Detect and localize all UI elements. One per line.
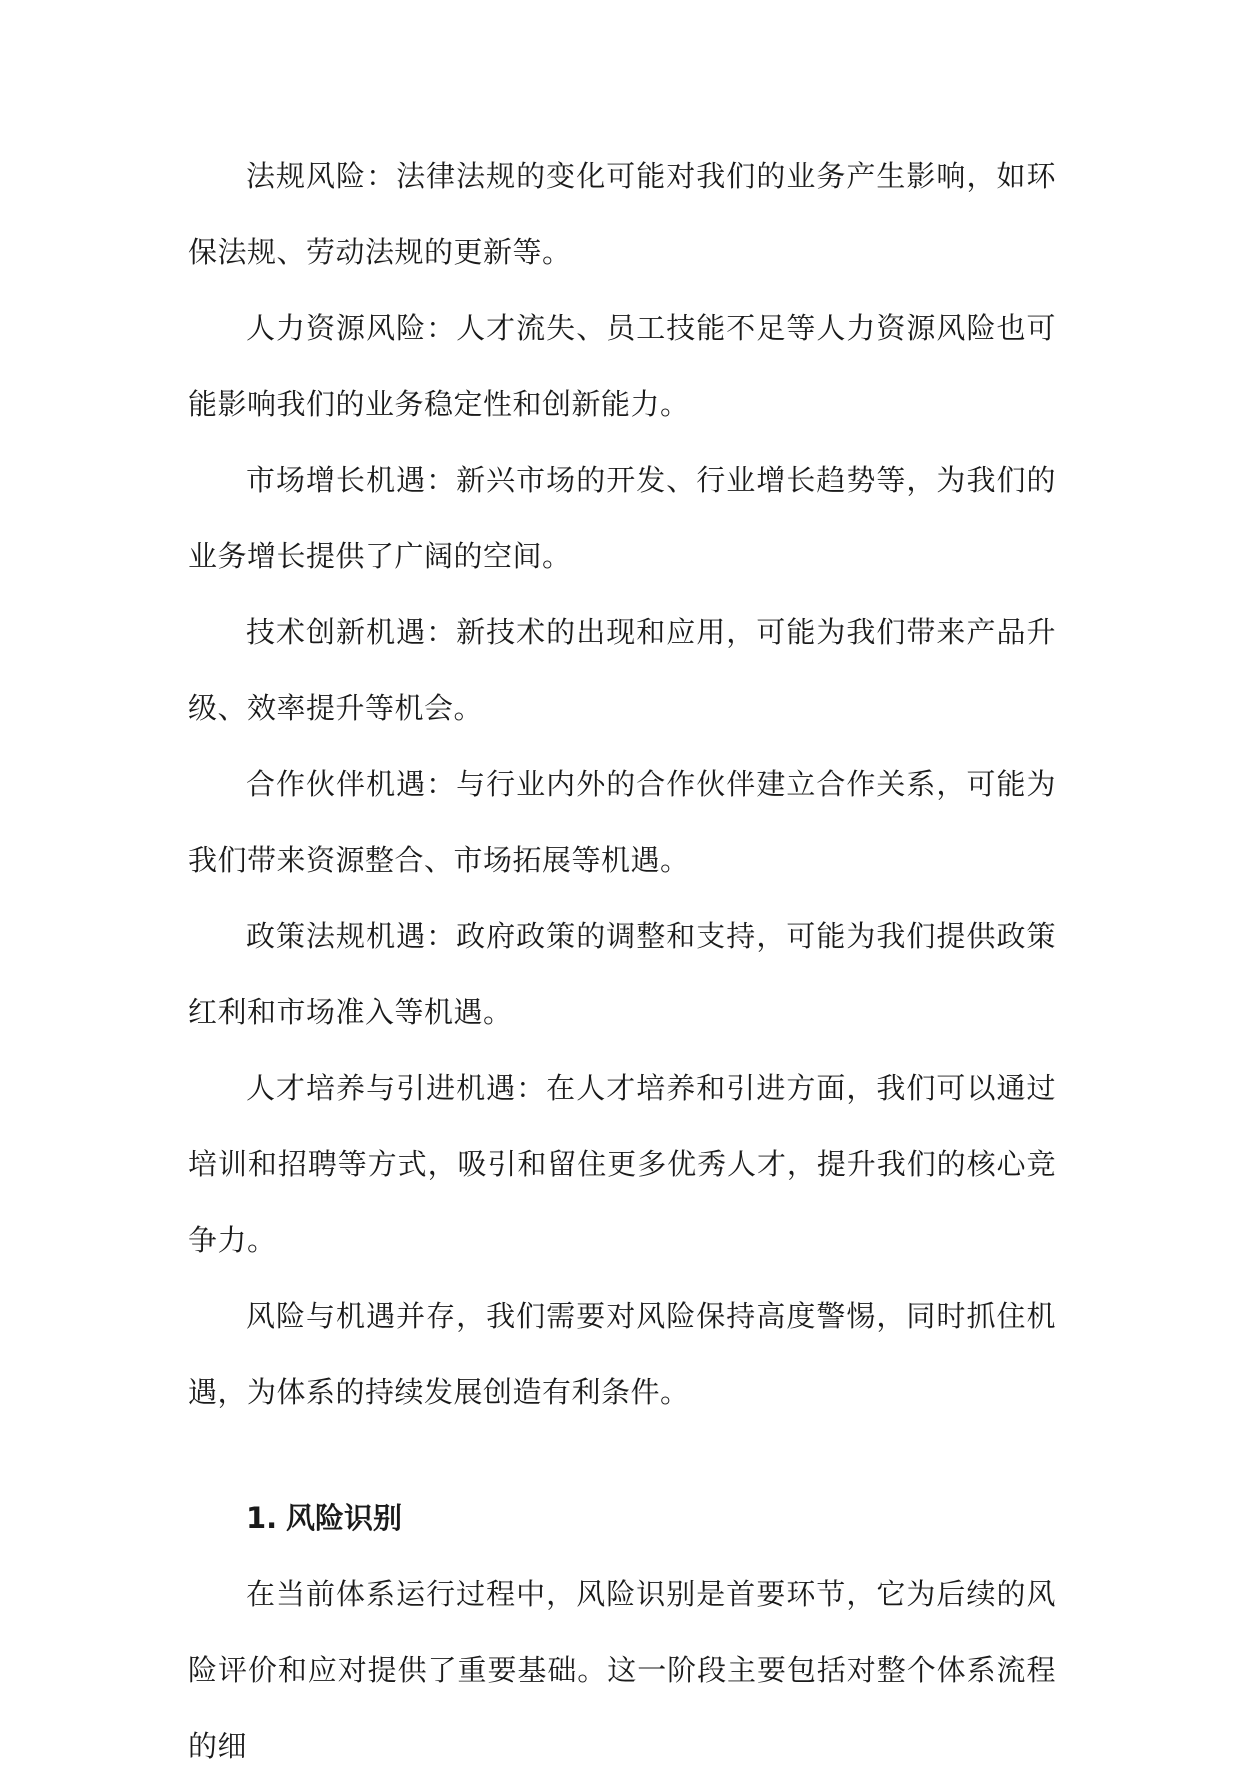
paragraph-regulatory-risk: 法规风险：法律法规的变化可能对我们的业务产生影响，如环保法规、劳动法规的更新等。 — [188, 159, 1056, 269]
section-number: 1. — [246, 1501, 278, 1535]
paragraph-summary: 风险与机遇并存，我们需要对风险保持高度警惕，同时抓住机遇，为体系的持续发展创造有利条件。 — [188, 1299, 1056, 1409]
section-heading — [188, 1480, 1056, 1556]
paragraph-market-growth-opportunity: 市场增长机遇：新兴市场的开发、行业增长趋势等，为我们的业务增长提供了广阔的空间。 — [188, 463, 1056, 573]
document-page — [188, 138, 1056, 1784]
paragraph-policy-opportunity: 政策法规机遇：政府政策的调整和支持，可能为我们提供政策红利和市场准入等机遇。 — [188, 919, 1056, 1029]
paragraph-tech-innovation-opportunity: 技术创新机遇：新技术的出现和应用，可能为我们带来产品升级、效率提升等机会。 — [188, 615, 1056, 725]
paragraph-partner-opportunity: 合作伙伴机遇：与行业内外的合作伙伴建立合作关系，可能为我们带来资源整合、市场拓展等机遇。 — [188, 767, 1056, 877]
section-title: 风险识别 — [286, 1501, 403, 1535]
paragraph-risk-identification: 在当前体系运行过程中，风险识别是首要环节，它为后续的风险评价和应对提供了重要基础。这一阶段主要包括对整个体系流程的细 — [188, 1577, 1056, 1763]
paragraph-talent-opportunity: 人才培养与引进机遇：在人才培养和引进方面，我们可以通过培训和招聘等方式，吸引和留住更多优秀人才，提升我们的核心竞争力。 — [188, 1071, 1056, 1257]
paragraph-hr-risk: 人力资源风险：人才流失、员工技能不足等人力资源风险也可能影响我们的业务稳定性和创新能力。 — [188, 311, 1056, 421]
